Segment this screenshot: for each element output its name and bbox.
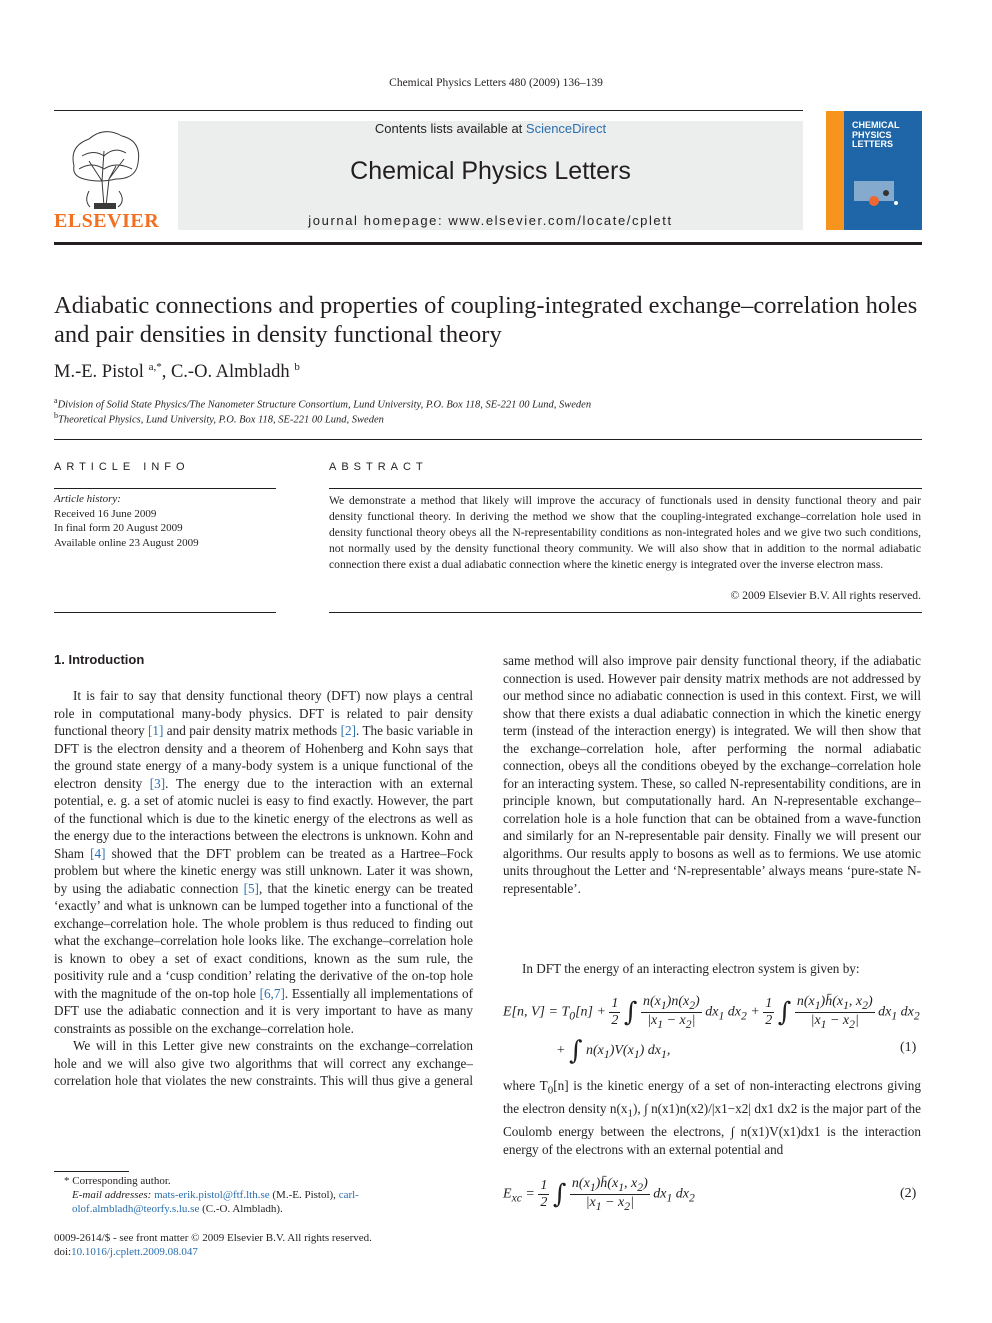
author-name[interactable]: M.-E. Pistol bbox=[54, 362, 144, 383]
author-affil-marker: a,* bbox=[148, 361, 162, 373]
online-date: Available online 23 August 2009 bbox=[54, 536, 199, 549]
cover-title: CHEMICAL PHYSICS LETTERS bbox=[852, 120, 900, 149]
header-rule bbox=[54, 110, 803, 111]
affiliation-text: Division of Solid State Physics/The Nanometer Structure Consortium, Lund University, P.O. Box 118, SE-221 00 Lund, Sweden bbox=[57, 399, 592, 411]
abstract-heading: ABSTRACT bbox=[329, 461, 428, 473]
article-info-heading: ARTICLE INFO bbox=[54, 461, 190, 473]
elsevier-wordmark: ELSEVIER bbox=[54, 210, 160, 232]
journal-title: Chemical Physics Letters bbox=[350, 157, 631, 185]
author-separator: , bbox=[161, 362, 171, 383]
abstract-rule bbox=[329, 488, 922, 489]
fraction: $\frac{1}{2}$ bbox=[540, 1177, 548, 1210]
footnote-rule bbox=[54, 1171, 129, 1172]
equation-number: (2) bbox=[900, 1186, 917, 1201]
author-affil-marker: b bbox=[294, 361, 300, 373]
history-label: Article history: bbox=[54, 493, 121, 505]
paragraph: where $T_0[n]$ is the kinetic energy of a set of non-interacting electrons giving the electron density $n(x_1)$, ∫ n(x1)n(x2)/|x1−x2| dx1 dx2 is the major part of the Coulomb energy between the electrons, ∫ n(x1)V(x1)dx1 is the interaction energy of the electrons with an external potential and bbox=[503, 1078, 921, 1157]
paragraph-continued: same method will also improve pair density functional theory, if the adiabatic connection is used. However pair density matrix methods are not addressed by our method since no adiabatic connection is used in this context. First, we will show that there exists a dual adiabatic connection in which the kinetic energy term (instead of the interaction energy) is integrated. We will then show that the exchange–correlation hole, after performing the normal adiabatic connection, obeys all the conditions obeyed by the exchange–correlation hole for an interacting system. These, so called N-representability conditions, are in principle known, but computationally hard. An N-representable exchange–correlation hole is a hole function that can be obtained from a wave-function and similarly for an N-representable pair density. Finally we will present our algorithms. Our results apply to bosons as well as to fermions. We use atomic units throughout the Letter and ‘N-representable’ always means ‘pure-state N-representable’. bbox=[503, 653, 921, 896]
paragraph: It is fair to say that density functional theory (DFT) now plays a central role in computational many-body physics. DFT is related to pair density functional theory [1] and pair density matrix methods [2]. The basic variable in DFT is the electron density and a theorem of Hohenberg and Kohn says that the ground state energy of a many-body system is a unique functional of the electron density [3]. The energy due to the interaction with an external potential, e. g. a set of atomic nuclei is easy to find exactly. However, the part of the functional which is due to the kinetic energy of the electrons as well as the energy due to the interactions between the electrons is unknown. Kohn and Sham [4] showed that the DFT problem can be treated as a Hartree–Fock problem but where the kinetic energy was still unknown. Later it was shown, by using the adiabatic connection [5], that the kinetic energy can be treated ‘exactly’ and what is unknown can be lumped together into a functional of the exchange–correlation hole. The whole problem is thus reduced to finding out what the exchange–correlation hole looks like. The exchange–correlation hole is known to obey a set of exact conditions, known as the sum rule, the positivity rule and a ‘cusp condition’ relating the derivative of the on-top hole with the magnitude of the on-top hole [6,7]. Essentially all implementations of DFT use the adiabatic connection and it is very important to have as many constraints as possible on the exchange–correlation hole. bbox=[54, 688, 474, 1036]
doi-link[interactable]: 10.1016/j.cplett.2009.08.047 bbox=[71, 1246, 198, 1258]
header-thick-rule bbox=[54, 242, 922, 245]
journal-cover-image[interactable] bbox=[826, 111, 922, 230]
corresponding-author-note: Corresponding author. bbox=[72, 1175, 171, 1187]
article-info-rule bbox=[54, 488, 276, 489]
body-column-right bbox=[503, 652, 921, 978]
affiliation-a bbox=[54, 396, 591, 411]
footnote: * Corresponding author. E-mail addresses: mats-erik.pistol@ftf.lth.se (M.-E. Pistol), carl-olof.almbladh@teorfy.s.lu.se (C.-O. Almbladh). bbox=[64, 1175, 359, 1215]
fraction: $\frac{1}{2}$ bbox=[611, 995, 619, 1028]
email-link[interactable]: carl-olof.almbladh@teorfy.s.lu.se bbox=[72, 1189, 359, 1215]
contents-line bbox=[178, 121, 803, 136]
email-label: E-mail addresses: bbox=[72, 1189, 155, 1201]
paragraph: In DFT the energy of an interacting electron system is given by: bbox=[522, 961, 860, 976]
journal-citation: Chemical Physics Letters 480 (2009) 136–139 bbox=[389, 77, 603, 89]
citation-link[interactable]: [6,7] bbox=[259, 985, 285, 1001]
fraction: $\frac{n(x_1)n(x_2)}{|x_1 - x_2|}$ bbox=[642, 994, 700, 1031]
section-heading: 1. Introduction bbox=[54, 652, 145, 667]
fraction: $\frac{1}{2}$ bbox=[765, 995, 773, 1028]
abstract-rule-bottom bbox=[329, 612, 922, 613]
fraction: $\frac{n(x_1)h̄(x_1, x_2)}{|x_1 - x_2|}$ bbox=[571, 1176, 648, 1213]
article-info-rule-bottom bbox=[54, 612, 276, 613]
sciencedirect-link[interactable]: ScienceDirect bbox=[525, 121, 607, 136]
equation-number: (1) bbox=[900, 1040, 917, 1055]
journal-homepage[interactable]: journal homepage: www.elsevier.com/locate/cplett bbox=[308, 213, 673, 228]
affiliation-b bbox=[54, 411, 384, 426]
author-name[interactable]: C.-O. Almbladh bbox=[170, 362, 290, 383]
body-column-left bbox=[54, 687, 473, 1089]
received-date: Received 16 June 2009 bbox=[54, 507, 157, 520]
affiliation-marker: a bbox=[54, 396, 58, 405]
abstract-text: We demonstrate a method that likely will improve the accuracy of functionals used in density functional theory and pair density functional theory. In deriving the method we show that the coupling-integrated exchange–correlation hole used in density functional theory obeys all the N-representability conditions as non-integrated holes and we give two such conditions, not normally used by the density functional theory community. We will also show that in addition to the normal adiabatic connection there exist a dual adiabatic connection where the kinetic energy is integrated over the inverse electron mass. bbox=[329, 494, 921, 571]
citation-link[interactable]: [3] bbox=[149, 775, 166, 791]
article-title: Adiabatic connections and properties of coupling-integrated exchange–correlation holes and pair densities in density functional theory bbox=[54, 292, 918, 348]
equation-2: $E_{xc}$ = $\frac{1}{2}$ ∫ $\frac{n(x_1)h̄(x_1, x_2)}{|x_1 - x_2|}$ $dx_1$ $dx_2$ bbox=[503, 1176, 695, 1213]
email-link[interactable]: mats-erik.pistol@ftf.lth.se bbox=[154, 1189, 270, 1201]
citation-link[interactable]: [2] bbox=[340, 723, 356, 738]
citation-link[interactable]: [4] bbox=[90, 845, 106, 861]
doi-line: doi:10.1016/j.cplett.2009.08.047 bbox=[54, 1246, 198, 1258]
paragraph: We will in this Letter give new constraints on the exchange–correlation hole and we will also give two algorithms that will correct any exchange–correlation hole that violates the new constraints. This will thus give a general bbox=[54, 1038, 473, 1088]
fraction: $\frac{n(x_1)h̄(x_1, x_2)}{|x_1 - x_2|}$ bbox=[796, 994, 873, 1031]
equation-1-line-2: + ∫ $n(x_1)V(x_1)$ $dx_1$, bbox=[556, 1036, 671, 1066]
front-matter bbox=[54, 1231, 372, 1259]
article-history bbox=[54, 492, 199, 550]
affiliation-text: Theoretical Physics, Lund University, P.O. Box 118, SE-221 00 Lund, Sweden bbox=[58, 414, 384, 426]
title-rule bbox=[54, 439, 922, 440]
contents-prefix: Contents lists available at bbox=[374, 121, 526, 136]
equation-1-line-1: E[n, $V] = T_0[n]$ + $\frac{1}{2}$ ∫ $\frac{n(x_1)n(x_2)}{|x_1 - x_2|}$ $dx_1$ $dx_2$ + $\frac{1}{2}$ ∫ $\frac{n(x_1)h̄(x_1, x_2)}{|x_1 - x_2|}$ $dx_1$ $dx_2$ bbox=[503, 994, 920, 1031]
citation-link[interactable]: [1] bbox=[147, 723, 164, 738]
paragraph-where bbox=[503, 1077, 921, 1167]
affiliation-marker: b bbox=[54, 411, 58, 420]
footnote-star: * bbox=[64, 1175, 73, 1187]
author-list bbox=[54, 361, 300, 383]
abstract-copyright: © 2009 Elsevier B.V. All rights reserved. bbox=[730, 589, 921, 602]
issn-line: 0009-2614/$ - see front matter © 2009 Elsevier B.V. All rights reserved. bbox=[54, 1232, 372, 1244]
cover-illustration-icon bbox=[826, 111, 922, 230]
final-form-date: In final form 20 August 2009 bbox=[54, 522, 183, 534]
citation-link[interactable]: [5] bbox=[243, 880, 259, 896]
